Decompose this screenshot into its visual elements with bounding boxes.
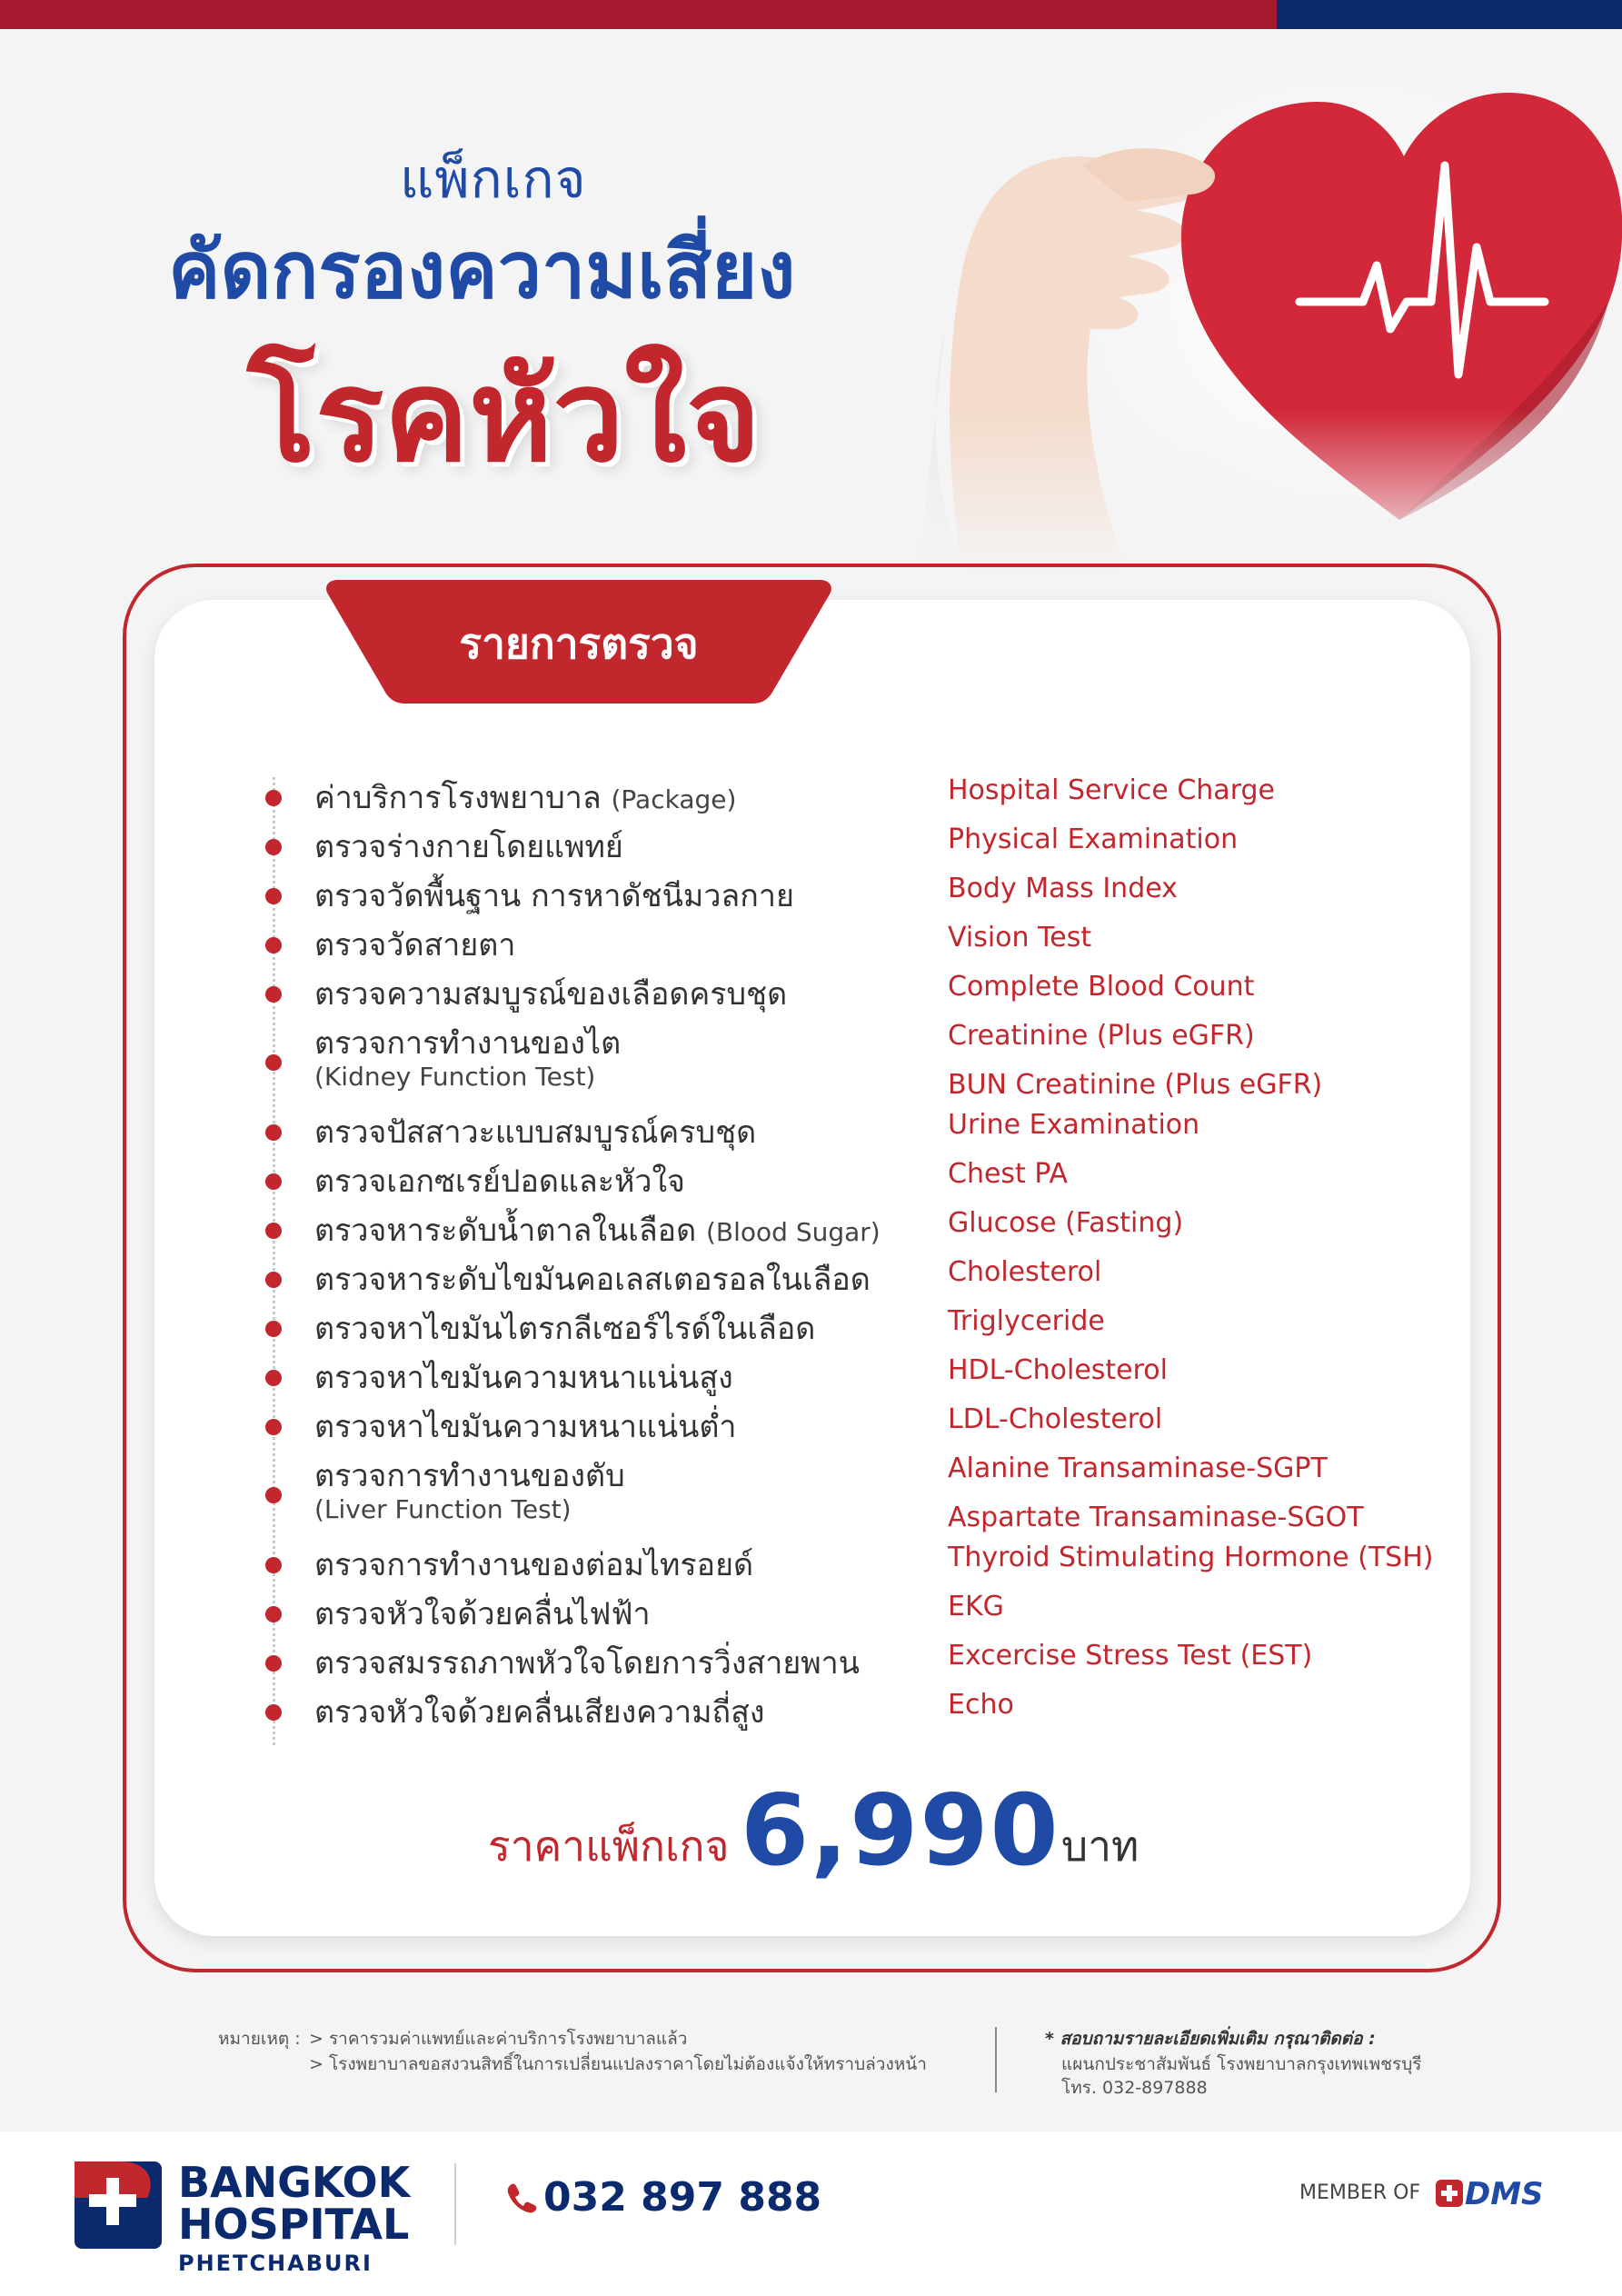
exam-item-english: Hospital Service Charge xyxy=(948,774,1275,806)
footer-divider xyxy=(454,2163,456,2245)
exam-item-thai xyxy=(314,1638,860,1687)
bullet-icon xyxy=(265,888,282,904)
exam-item-thai-text: ตรวจวัดพื้นฐาน การหาดัชนีมวลกาย xyxy=(314,878,794,914)
bullet-icon xyxy=(265,1321,282,1337)
exam-item-thai xyxy=(314,822,623,871)
exam-item-thai-text: ตรวจหาไขมันไตรกลีเซอร์ไรด์ในเลือด xyxy=(314,1311,816,1347)
exam-item-thai-line2: (Liver Function Test) xyxy=(314,1494,572,1524)
exam-item-english: Physical Examination xyxy=(948,824,1239,855)
bullet-icon xyxy=(265,1419,282,1435)
exam-item-thai xyxy=(314,871,794,920)
exam-item-thai-text: ตรวจหัวใจด้วยคลื่นเสียงความถี่สูง xyxy=(314,1694,765,1731)
hero-image xyxy=(909,29,1622,574)
footer-phone-number[interactable]: 032 897 888 xyxy=(543,2174,822,2221)
exam-item-thai xyxy=(314,1303,815,1353)
contact-line: แผนกประชาสัมพันธ์ โรงพยาบาลกรุงเทพเพชรบุรี xyxy=(1061,2054,1422,2074)
exam-item-thai xyxy=(314,920,515,969)
exam-item-thai xyxy=(314,1589,651,1638)
exam-item-english-line2: Aspartate Transaminase-SGOT xyxy=(948,1502,1364,1533)
exam-item-thai-text: ตรวจหาระดับไขมันคอเลสเตอรอลในเลือด xyxy=(314,1262,871,1298)
exam-item-thai-text: ตรวจสมรรถภาพหัวใจโดยการวิ่งสายพาน xyxy=(314,1645,860,1682)
exam-item-thai-text: ตรวจหัวใจด้วยคลื่นไฟฟ้า xyxy=(314,1596,651,1632)
title-line-2: คัดกรองความเสี่ยง xyxy=(168,225,796,316)
exam-item-thai-text: ตรวจหาระดับน้ำตาลในเลือด xyxy=(314,1213,697,1249)
exam-item-thai xyxy=(314,1205,881,1254)
exam-item-thai xyxy=(314,1353,733,1402)
bullet-icon xyxy=(265,1272,282,1288)
bullet-icon xyxy=(265,1557,282,1573)
top-bar-blue xyxy=(1277,0,1622,29)
exam-item-thai-sub: (Blood Sugar) xyxy=(706,1217,881,1247)
exam-item-thai xyxy=(314,969,787,1018)
bullet-icon xyxy=(265,986,282,1003)
exam-item-english: Echo xyxy=(948,1689,1014,1721)
exam-item-english: Glucose (Fasting) xyxy=(948,1207,1184,1239)
exam-item-thai xyxy=(314,1156,685,1205)
exam-item-thai xyxy=(314,1402,737,1451)
exam-item-english: Body Mass Index xyxy=(948,873,1178,904)
exam-item-thai xyxy=(314,1107,756,1156)
title-line-3: โรคหัวใจ xyxy=(247,343,761,491)
section-tab-label: รายการตรวจ xyxy=(459,619,699,668)
exam-item-thai-text: ตรวจวัดสายตา xyxy=(314,927,516,963)
logo-text-branch: PHETCHABURI xyxy=(178,2251,373,2276)
exam-item-english: Cholesterol xyxy=(948,1256,1102,1288)
member-of-label: MEMBER OF xyxy=(1299,2181,1421,2204)
bullet-icon xyxy=(265,1054,282,1071)
exam-item-english: Vision Test xyxy=(948,922,1092,953)
bullet-icon xyxy=(265,1704,282,1721)
remarks-divider xyxy=(995,2027,997,2092)
exam-item-thai-text: ตรวจการทำงานของต่อมไทรอยด์ xyxy=(314,1547,754,1583)
bullet-icon xyxy=(265,1223,282,1239)
exam-item-thai-line2: (Kidney Function Test) xyxy=(314,1062,596,1092)
exam-item-english: Thyroid Stimulating Hormone (TSH) xyxy=(948,1542,1434,1573)
exam-item-english: Excercise Stress Test (EST) xyxy=(948,1640,1313,1672)
bullet-icon xyxy=(265,1606,282,1622)
exam-item-thai-sub: (Package) xyxy=(611,784,737,814)
list-dotted-line xyxy=(273,777,275,1745)
price-value: 6,990 xyxy=(741,1774,1060,1888)
exam-item-english: Triglyceride xyxy=(948,1305,1105,1337)
price-label: ราคาแพ็กเกจ xyxy=(488,1822,730,1871)
bdms-brand-text: DMS xyxy=(1465,2176,1544,2212)
exam-item-english-line2: BUN Creatinine (Plus eGFR) xyxy=(948,1069,1323,1101)
contact-title: * สอบถามรายละเอียดเพิ่มเติม กรุณาติดต่อ : xyxy=(1045,2029,1376,2049)
exam-item-english: HDL-Cholesterol xyxy=(948,1354,1168,1386)
bullet-icon xyxy=(265,1124,282,1141)
bullet-icon xyxy=(265,790,282,806)
exam-item-thai-text: ตรวจหาไขมันความหนาแน่นสูง xyxy=(314,1360,733,1396)
exam-item-thai-text: ตรวจความสมบูรณ์ของเลือดครบชุด xyxy=(314,976,788,1013)
exam-item-thai xyxy=(314,773,736,822)
exam-item-thai-text: ตรวจร่างกายโดยแพทย์ xyxy=(314,829,623,865)
exam-item-thai xyxy=(314,1451,625,1500)
bangkok-hospital-logo-icon xyxy=(75,2161,162,2249)
exam-item-thai-text: ตรวจการทำงานของตับ xyxy=(314,1458,625,1494)
top-bar-red xyxy=(0,0,1277,29)
exam-item-english: Alanine Transaminase-SGPT xyxy=(948,1452,1328,1484)
exam-item-english: EKG xyxy=(948,1591,1004,1622)
exam-item-english: Complete Blood Count xyxy=(948,971,1255,1003)
exam-item-thai xyxy=(314,1018,621,1067)
bdms-logo-icon xyxy=(1436,2180,1463,2207)
exam-item-thai-text: ตรวจปัสสาวะแบบสมบูรณ์ครบชุด xyxy=(314,1114,757,1151)
bullet-icon xyxy=(265,937,282,953)
exam-item-thai xyxy=(314,1540,753,1589)
exam-item-english: Urine Examination xyxy=(948,1109,1200,1141)
bullet-icon xyxy=(265,1173,282,1190)
exam-item-thai-text: ค่าบริการโรงพยาบาล xyxy=(314,780,602,816)
remark-line: > โรงพยาบาลขอสงวนสิทธิ์ในการเปลี่ยนแปลงราคาโดยไม่ต้องแจ้งให้ทราบล่วงหน้า xyxy=(309,2054,927,2074)
bullet-icon xyxy=(265,1370,282,1386)
exam-item-english: Creatinine (Plus eGFR) xyxy=(948,1020,1255,1052)
remark-line: > ราคารวมค่าแพทย์และค่าบริการโรงพยาบาลแล้ว xyxy=(309,2029,688,2049)
exam-item-thai-text: ตรวจการทำงานของไต xyxy=(314,1025,622,1062)
contact-line: โทร. 032-897888 xyxy=(1061,2078,1208,2098)
remarks-label: หมายเหตุ : xyxy=(218,2029,301,2049)
exam-item-thai-text: ตรวจหาไขมันความหนาแน่นต่ำ xyxy=(314,1409,737,1445)
bullet-icon xyxy=(265,1487,282,1503)
bullet-icon xyxy=(265,1655,282,1672)
bullet-icon xyxy=(265,839,282,855)
logo-text-hospital: HOSPITAL xyxy=(178,2200,410,2249)
exam-item-thai-text: ตรวจเอกซเรย์ปอดและหัวใจ xyxy=(314,1163,685,1200)
title-line-1: แพ็กเกจ xyxy=(400,148,587,210)
exam-item-thai xyxy=(314,1254,871,1303)
exam-item-english: LDL-Cholesterol xyxy=(948,1403,1163,1435)
price-unit: บาท xyxy=(1061,1822,1139,1871)
logo-text-bangkok: BANGKOK xyxy=(178,2158,411,2207)
phone-icon xyxy=(505,2181,538,2214)
exam-item-english: Chest PA xyxy=(948,1158,1069,1190)
exam-item-thai xyxy=(314,1687,764,1736)
